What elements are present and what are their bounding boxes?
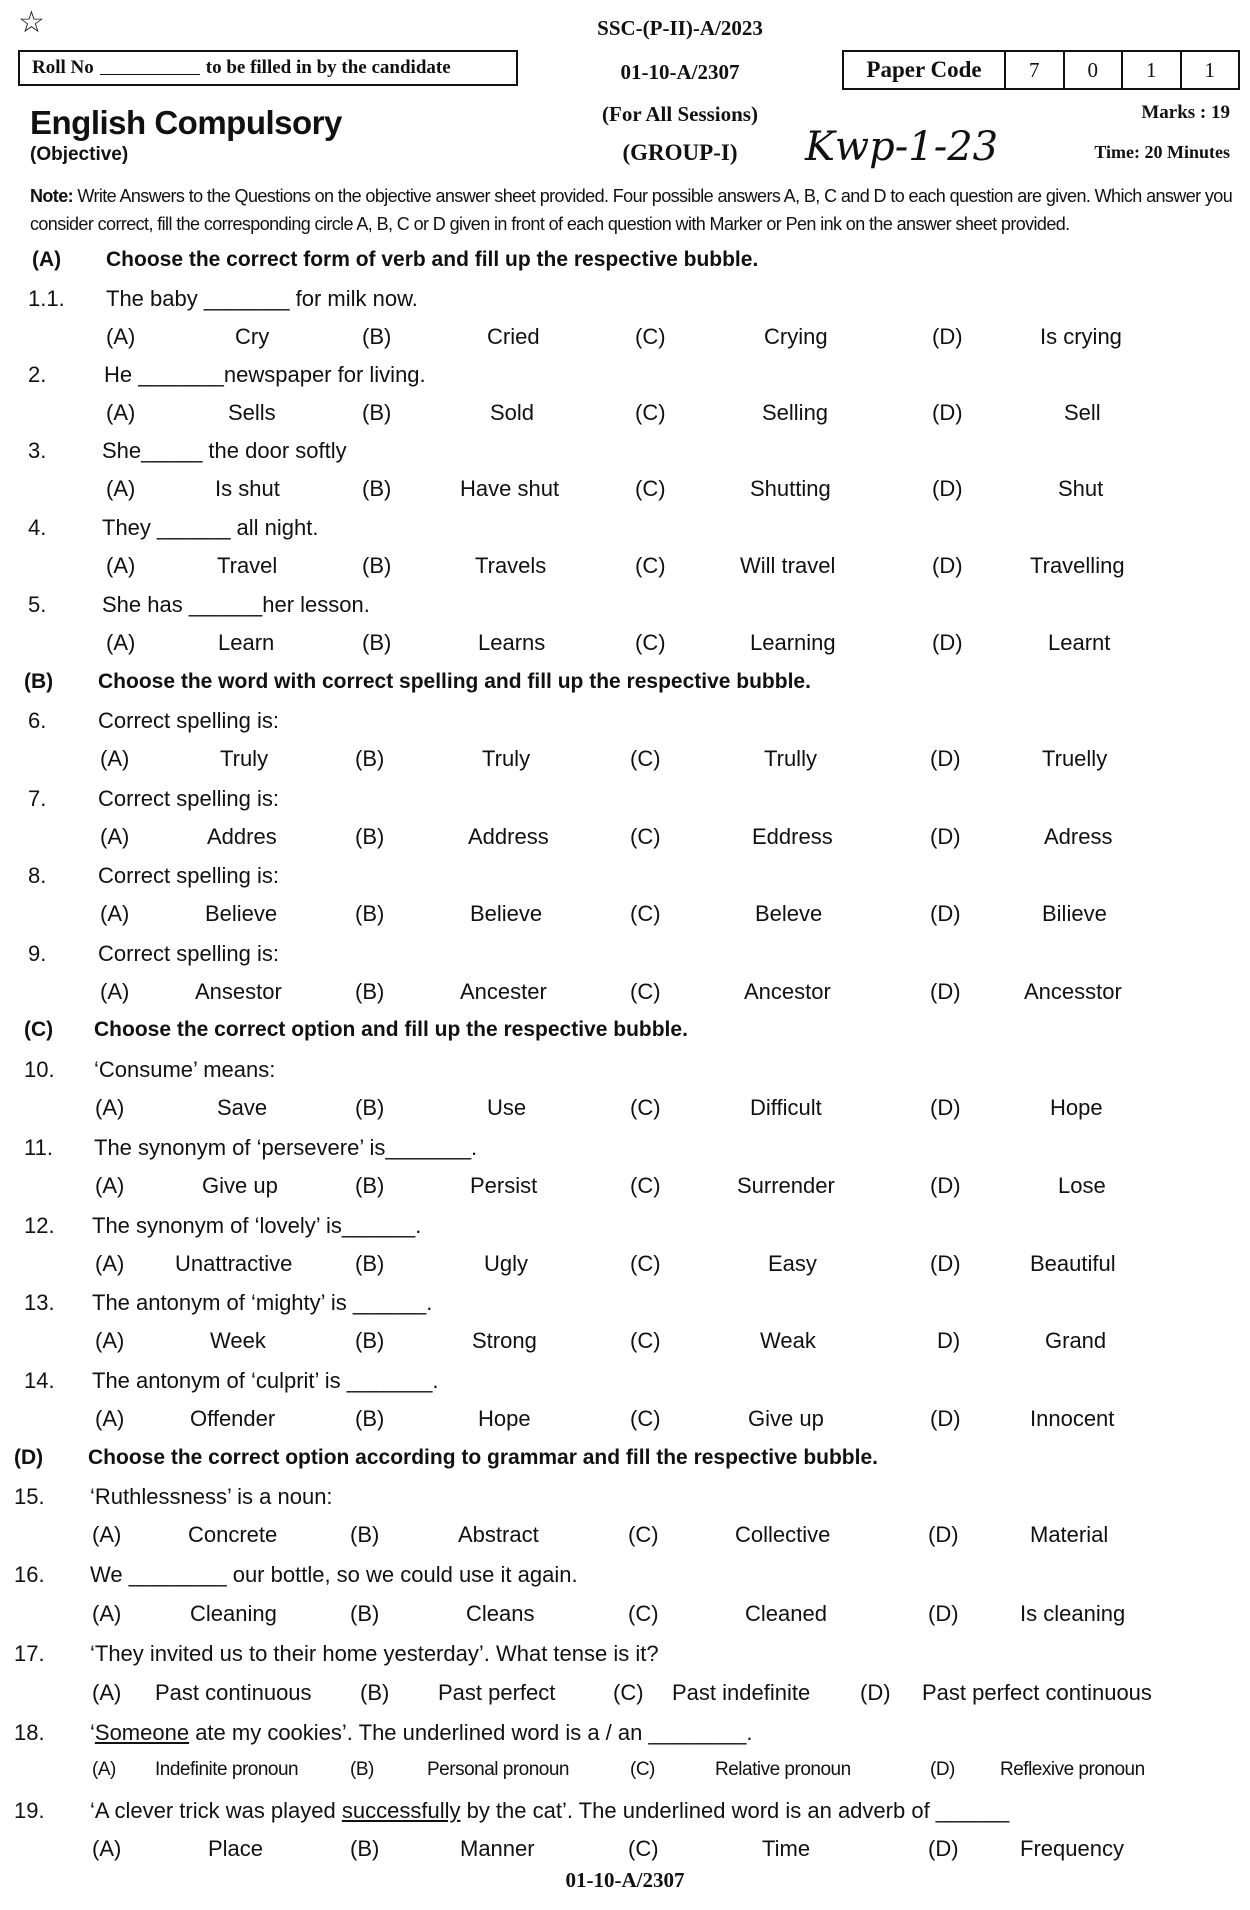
options-row xyxy=(0,476,1250,506)
question-text: Correct spelling is: xyxy=(98,863,279,888)
star-icon: ☆ xyxy=(18,6,45,39)
question-number: 17. xyxy=(14,1641,45,1666)
option-text: Sell xyxy=(1064,400,1101,425)
option-label: (B) xyxy=(360,1680,390,1705)
option-text: Strong xyxy=(472,1328,537,1353)
option-label: (C) xyxy=(630,824,661,849)
option-label: (B) xyxy=(350,1759,374,1780)
question-number: 2. xyxy=(28,362,47,387)
option-label: (A) xyxy=(92,1522,122,1547)
option-text: Grand xyxy=(1045,1328,1107,1353)
options-row xyxy=(0,1680,1250,1710)
roll-number-box xyxy=(18,50,518,86)
option-text: Week xyxy=(210,1328,266,1353)
handwritten-text: Kwp-1-23 xyxy=(805,124,999,170)
option-label: (D) xyxy=(930,1173,961,1198)
options-row xyxy=(0,979,1250,1009)
question-text: The antonym of ‘culprit’ is _______. xyxy=(92,1368,439,1393)
question-text: We ________ our bottle, so we could use it again. xyxy=(90,1562,578,1587)
option-label: (A) xyxy=(95,1328,125,1353)
option-label: (D) xyxy=(930,824,961,849)
option-label: (C) xyxy=(630,1251,661,1276)
option-label: (D) xyxy=(928,1836,959,1861)
option-text: Learns xyxy=(478,630,546,655)
option-label: (A) xyxy=(106,324,136,349)
option-label: (D) xyxy=(932,476,963,501)
option-text: Past continuous xyxy=(155,1680,312,1705)
exam-code: SSC-(P-II)-A/2023 xyxy=(597,16,763,40)
paper-id: 01-10-A/2307 xyxy=(620,60,740,84)
option-text: Abstract xyxy=(458,1522,539,1547)
question-text-part: ‘A clever trick was played xyxy=(90,1798,342,1823)
question-number: 13. xyxy=(24,1290,55,1315)
option-label: (C) xyxy=(628,1601,659,1626)
option-text: Sold xyxy=(490,400,535,425)
paper-code-label: Paper Code xyxy=(844,52,1006,88)
footer-paper-id: 01-10-A/2307 xyxy=(565,1868,685,1892)
option-label: (C) xyxy=(613,1680,644,1705)
option-text: Truly xyxy=(220,746,269,771)
question-number: 6. xyxy=(28,708,47,733)
option-label: (B) xyxy=(350,1601,380,1626)
option-label: (B) xyxy=(355,1095,385,1120)
roll-label: Roll No xyxy=(32,57,94,78)
options-row xyxy=(0,824,1250,854)
option-label: (B) xyxy=(362,630,392,655)
question-number: 15. xyxy=(14,1484,45,1509)
option-text: Innocent xyxy=(1030,1406,1115,1431)
question-text xyxy=(90,1798,1009,1824)
options-row xyxy=(0,1406,1250,1436)
option-label: (D) xyxy=(932,553,963,578)
option-label: (B) xyxy=(362,553,392,578)
option-text: Trully xyxy=(764,746,817,771)
question-number: 4. xyxy=(28,515,47,540)
option-label: (A) xyxy=(95,1095,125,1120)
option-label: (D) xyxy=(930,1251,961,1276)
question-text: He _______newspaper for living. xyxy=(104,362,426,387)
option-label: (C) xyxy=(630,1406,661,1431)
option-label: (C) xyxy=(630,979,661,1004)
instructions-note xyxy=(30,182,1240,238)
option-label: (A) xyxy=(92,1601,122,1626)
option-text: Weak xyxy=(760,1328,816,1353)
option-text: Give up xyxy=(748,1406,824,1431)
paper-code-digit: 1 xyxy=(1123,52,1182,88)
subject-title: English Compulsory xyxy=(30,104,342,141)
option-label: (D) xyxy=(930,1406,961,1431)
options-row xyxy=(0,400,1250,430)
option-label: (C) xyxy=(630,1095,661,1120)
question-text: Correct spelling is: xyxy=(98,708,279,733)
option-text: Reflexive pronoun xyxy=(1000,1759,1145,1780)
paper-code-digit: 0 xyxy=(1065,52,1124,88)
option-label: (A) xyxy=(106,630,136,655)
option-label: (C) xyxy=(628,1522,659,1547)
option-text: Cry xyxy=(235,324,270,349)
option-label: (B) xyxy=(355,901,385,926)
question-text: She has ______her lesson. xyxy=(102,592,370,617)
note-text: Write Answers to the Questions on the objective answer sheet provided. Four possible answers A, B, C and D to each question are given. Which answer you consider correct, fill the corresponding circle A, B, C or D given in front of each question with Marker or Pen ink on the answer sheet provided. xyxy=(30,186,1233,234)
options-row xyxy=(0,553,1250,583)
question-text: The baby _______ for milk now. xyxy=(106,286,418,311)
question-text: She_____ the door softly xyxy=(102,438,347,463)
option-label: (D) xyxy=(930,979,961,1004)
option-label: (A) xyxy=(106,476,136,501)
option-label: (C) xyxy=(635,400,666,425)
option-text: Bilieve xyxy=(1042,901,1107,926)
option-label: (B) xyxy=(362,400,392,425)
option-text: Surrender xyxy=(737,1173,835,1198)
option-text: Hope xyxy=(478,1406,531,1431)
option-text: Address xyxy=(468,824,549,849)
option-label: (C) xyxy=(635,476,666,501)
option-text: Cleaned xyxy=(745,1601,827,1626)
option-label: (C) xyxy=(630,901,661,926)
question-number: 12. xyxy=(24,1213,55,1238)
options-row xyxy=(0,1095,1250,1125)
option-text: Eddress xyxy=(752,824,833,849)
option-text: Adress xyxy=(1044,824,1113,849)
option-text: Cried xyxy=(487,324,540,349)
handwritten-mark xyxy=(800,115,1040,175)
option-label: (A) xyxy=(95,1251,125,1276)
option-text: Ancesstor xyxy=(1024,979,1122,1004)
question-text: ‘Ruthlessness’ is a noun: xyxy=(90,1484,333,1509)
option-text: Shutting xyxy=(750,476,831,501)
option-text: Ancestor xyxy=(744,979,831,1004)
question-number: 3. xyxy=(28,438,47,463)
group: (GROUP-I) xyxy=(622,140,738,165)
options-row xyxy=(0,1328,1250,1358)
option-text: Travelling xyxy=(1030,553,1125,578)
question-number: 8. xyxy=(28,863,47,888)
option-text: Personal pronoun xyxy=(427,1759,569,1780)
roll-blank xyxy=(100,56,200,75)
option-text: Will travel xyxy=(740,553,836,578)
option-label: (C) xyxy=(635,324,666,349)
option-label: (D) xyxy=(930,1759,955,1780)
section-tag: (B) xyxy=(24,670,54,693)
question-text xyxy=(90,1720,752,1746)
option-text: Have shut xyxy=(460,476,560,501)
option-label: (D) xyxy=(932,630,963,655)
option-label: (B) xyxy=(355,746,385,771)
option-text: Ancester xyxy=(460,979,547,1004)
option-text: Use xyxy=(487,1095,527,1120)
section-title: Choose the correct form of verb and fill up the respective bubble. xyxy=(106,248,759,271)
option-label: (A) xyxy=(92,1759,116,1780)
option-text: Material xyxy=(1030,1522,1109,1547)
option-label: (C) xyxy=(635,630,666,655)
option-text: Collective xyxy=(735,1522,831,1547)
options-row xyxy=(0,324,1250,354)
option-label: (A) xyxy=(95,1173,125,1198)
option-text: Ugly xyxy=(484,1251,529,1276)
question-number: 16. xyxy=(14,1562,45,1587)
option-label: (B) xyxy=(350,1522,380,1547)
option-label: (C) xyxy=(630,1759,655,1780)
option-label: (B) xyxy=(355,1328,385,1353)
options-row xyxy=(0,630,1250,660)
option-label: (D) xyxy=(930,746,961,771)
option-text: Relative pronoun xyxy=(715,1759,851,1780)
option-label: (D) xyxy=(930,901,961,926)
option-text: Persist xyxy=(470,1173,538,1198)
question-number: 10. xyxy=(24,1057,55,1082)
option-label: (A) xyxy=(100,824,130,849)
option-text: Give up xyxy=(202,1173,278,1198)
option-text: Past indefinite xyxy=(672,1680,811,1705)
question-number: 19. xyxy=(14,1798,45,1823)
option-label: (B) xyxy=(355,979,385,1004)
options-row xyxy=(0,1173,1250,1203)
question-text: The synonym of ‘persevere’ is_______. xyxy=(94,1135,478,1160)
question-number: 18. xyxy=(14,1720,45,1745)
option-label: (C) xyxy=(630,1328,661,1353)
question-text: Correct spelling is: xyxy=(98,786,279,811)
option-text: Believe xyxy=(205,901,278,926)
option-label: (C) xyxy=(635,553,666,578)
paper-code-digit: 7 xyxy=(1006,52,1065,88)
option-label: (C) xyxy=(630,1173,661,1198)
option-label: (B) xyxy=(362,324,392,349)
option-text: Beleve xyxy=(755,901,823,926)
option-label: (A) xyxy=(106,553,136,578)
option-text: Place xyxy=(208,1836,264,1861)
section-tag: (C) xyxy=(24,1018,54,1041)
option-text: Save xyxy=(217,1095,268,1120)
option-text: Truly xyxy=(482,746,531,771)
option-label: (D) xyxy=(928,1601,959,1626)
option-label: (B) xyxy=(350,1836,380,1861)
option-label: D) xyxy=(937,1328,961,1353)
option-label: (D) xyxy=(932,324,963,349)
option-text: Offender xyxy=(190,1406,276,1431)
question-number: 9. xyxy=(28,941,47,966)
option-text: Beautiful xyxy=(1030,1251,1116,1276)
option-label: (C) xyxy=(628,1836,659,1861)
option-label: (B) xyxy=(355,1406,385,1431)
paper-type: (Objective) xyxy=(30,144,129,165)
option-text: Shut xyxy=(1058,476,1104,501)
question-text: They ______ all night. xyxy=(102,515,319,540)
question-number: 14. xyxy=(24,1368,55,1393)
option-text: Hope xyxy=(1050,1095,1103,1120)
option-label: (C) xyxy=(630,746,661,771)
marks: Marks : 19 xyxy=(1141,102,1230,123)
option-text: Time xyxy=(762,1836,811,1861)
section-title: Choose the correct option and fill up the respective bubble. xyxy=(94,1018,688,1041)
underlined-word: successfully xyxy=(341,1798,461,1823)
question-text: Correct spelling is: xyxy=(98,941,279,966)
question-text: ‘They invited us to their home yesterday’. What tense is it? xyxy=(90,1641,659,1666)
option-label: (D) xyxy=(928,1522,959,1547)
option-text: Past perfect continuous xyxy=(922,1680,1152,1705)
question-text: ‘Consume’ means: xyxy=(94,1057,276,1082)
note-label: Note: xyxy=(30,186,73,206)
option-text: Believe xyxy=(470,901,543,926)
section-title: Choose the word with correct spelling and fill up the respective bubble. xyxy=(98,670,811,693)
option-text: Unattractive xyxy=(175,1251,293,1276)
paper-code-box xyxy=(842,50,1240,90)
option-text: Difficult xyxy=(750,1095,822,1120)
option-text: Is crying xyxy=(1040,324,1122,349)
option-label: (D) xyxy=(930,1095,961,1120)
option-label: (A) xyxy=(106,400,136,425)
option-label: (D) xyxy=(860,1680,891,1705)
option-text: Learn xyxy=(218,630,275,655)
option-label: (A) xyxy=(100,746,130,771)
question-text-part: by the cat’. The underlined word is an adverb of ______ xyxy=(460,1798,1010,1823)
question-number: 11. xyxy=(24,1135,53,1160)
options-row xyxy=(0,1522,1250,1552)
question-number: 7. xyxy=(28,786,47,811)
options-row xyxy=(0,1601,1250,1631)
options-row xyxy=(0,1251,1250,1281)
option-label: (B) xyxy=(355,824,385,849)
options-row xyxy=(0,1836,1250,1866)
option-label: (A) xyxy=(100,901,130,926)
option-text: Manner xyxy=(460,1836,535,1861)
options-row xyxy=(0,746,1250,776)
option-label: (B) xyxy=(362,476,392,501)
question-number: 1.1. xyxy=(28,286,65,311)
option-text: Indefinite pronoun xyxy=(155,1759,299,1780)
option-label: (D) xyxy=(932,400,963,425)
option-text: Is cleaning xyxy=(1020,1601,1126,1626)
option-text: Past perfect xyxy=(438,1680,556,1705)
option-text: Is shut xyxy=(215,476,280,501)
question-text: The synonym of ‘lovely’ is______. xyxy=(92,1213,422,1238)
section-title: Choose the correct option according to grammar and fill the respective bubble. xyxy=(88,1446,878,1469)
option-text: Frequency xyxy=(1020,1836,1124,1861)
option-text: Ansestor xyxy=(195,979,282,1004)
option-label: (A) xyxy=(92,1836,122,1861)
option-text: Easy xyxy=(768,1251,817,1276)
option-text: Learnt xyxy=(1048,630,1111,655)
option-text: Concrete xyxy=(188,1522,278,1547)
options-row xyxy=(0,1759,1250,1789)
option-text: Truelly xyxy=(1042,746,1108,771)
option-text: Travels xyxy=(475,553,547,578)
option-text: Sells xyxy=(228,400,276,425)
option-text: Crying xyxy=(764,324,828,349)
option-text: Cleaning xyxy=(190,1601,277,1626)
section-tag: (D) xyxy=(14,1446,44,1469)
roll-suffix: to be filled in by the candidate xyxy=(205,57,451,78)
option-text: Lose xyxy=(1058,1173,1106,1198)
question-number: 5. xyxy=(28,592,47,617)
option-label: (A) xyxy=(95,1406,125,1431)
option-label: (B) xyxy=(355,1251,385,1276)
option-label: (A) xyxy=(100,979,130,1004)
option-text: Cleans xyxy=(466,1601,535,1626)
question-text: The antonym of ‘mighty’ is ______. xyxy=(92,1290,433,1315)
sessions: (For All Sessions) xyxy=(602,102,758,126)
option-text: Addres xyxy=(207,824,277,849)
question-text-part: ‘ xyxy=(90,1720,95,1745)
time-limit: Time: 20 Minutes xyxy=(1094,142,1230,162)
option-text: Selling xyxy=(762,400,829,425)
option-label: (A) xyxy=(92,1680,122,1705)
question-text-part: ate my cookies’. The underlined word is a / an ________. xyxy=(189,1720,753,1745)
underlined-word: Someone xyxy=(94,1720,190,1745)
options-row xyxy=(0,901,1250,931)
paper-code-digit: 1 xyxy=(1204,58,1215,82)
section-tag: (A) xyxy=(32,248,62,271)
option-text: Learning xyxy=(750,630,836,655)
option-label: (B) xyxy=(355,1173,385,1198)
option-text: Travel xyxy=(217,553,278,578)
